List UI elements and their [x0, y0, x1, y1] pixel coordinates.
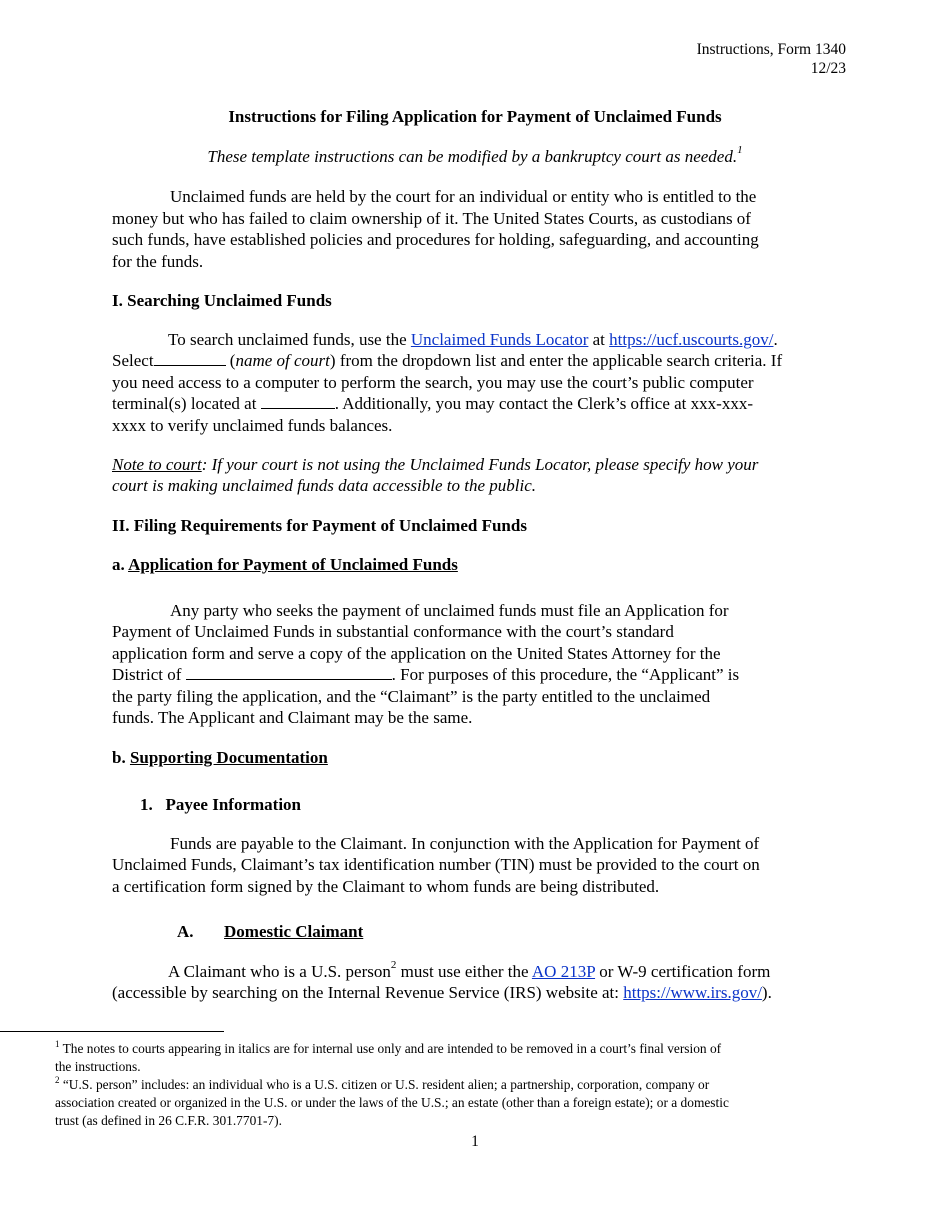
- domestic-paragraph-line: (accessible by searching on the Internal Revenue Service (IRS) website at: https://www.irs.gov/).: [112, 983, 772, 1002]
- application-paragraph-line: Payment of Unclaimed Funds in substantial conformance with the court’s standard: [112, 622, 674, 641]
- application-paragraph-line: application form and serve a copy of the application on the United States Attorney for the: [112, 644, 721, 663]
- intro-line: Unclaimed funds are held by the court for an individual or entity who is entitled to the: [170, 187, 757, 206]
- form-id: Instructions, Form 1340: [696, 41, 846, 58]
- note-to-court: Note to court: If your court is not using the Unclaimed Funds Locator, please specify how your: [112, 455, 759, 474]
- section-2-heading: II. Filing Requirements for Payment of Unclaimed Funds: [112, 516, 527, 535]
- domestic-claimant-label: A.: [177, 922, 194, 941]
- payee-paragraph-line: Unclaimed Funds, Claimant’s tax identification number (TIN) must be provided to the court on: [112, 855, 760, 874]
- footnote-2: trust (as defined in 26 C.F.R. 301.7701-7).: [55, 1113, 282, 1128]
- footnote-ref-1[interactable]: 1: [737, 144, 743, 157]
- search-paragraph-line: terminal(s) located at . Additionally, you may contact the Clerk’s office at xxx-xxx-: [112, 394, 753, 413]
- search-paragraph-line: xxxx to verify unclaimed funds balances.: [112, 416, 393, 435]
- intro-line: such funds, have established policies and procedures for holding, safeguarding, and accounting: [112, 230, 759, 249]
- section-1-heading: I. Searching Unclaimed Funds: [112, 291, 332, 310]
- application-paragraph-line: District of . For purposes of this procedure, the “Applicant” is: [112, 665, 740, 684]
- form-date: 12/23: [810, 60, 846, 77]
- footnote-1: $^1$ The notes to courts appearing in italics are for internal use only and are intended to be removed in a court’s final version of: [55, 1038, 722, 1056]
- unclaimed-funds-locator-link[interactable]: Unclaimed Funds Locator: [410, 330, 589, 349]
- district-blank[interactable]: [186, 664, 392, 680]
- note-to-court: court is making unclaimed funds data accessible to the public.: [112, 476, 536, 495]
- application-paragraph-line: the party filing the application, and the “Claimant” is the party entitled to the unclaimed: [112, 687, 711, 706]
- intro-line: money but who has failed to claim ownership of it. The United States Courts, as custodians of: [112, 209, 751, 228]
- search-paragraph-line: you need access to a computer to perform the search, you may use the court’s public computer: [112, 373, 754, 392]
- footnote-separator: [0, 1031, 224, 1032]
- ucf-url-link[interactable]: https://ucf.uscourts.gov/: [609, 330, 774, 349]
- application-paragraph-line: Any party who seeks the payment of unclaimed funds must file an Application for: [170, 601, 729, 620]
- page-title: Instructions for Filing Application for Payment of Unclaimed Funds: [228, 107, 722, 126]
- irs-url-link[interactable]: https://www.irs.gov/: [623, 983, 762, 1002]
- page-number: 1: [471, 1133, 479, 1150]
- domestic-paragraph-line: A Claimant who is a U.S. person$^2$ must use either the AO 213P or W-9 certification form: [168, 959, 771, 981]
- ao-213p-link[interactable]: AO 213P: [531, 962, 596, 981]
- payee-paragraph-line: a certification form signed by the Claimant to whom funds are being distributed.: [112, 877, 660, 896]
- footnote-2: $^2$ “U.S. person” includes: an individual who is a U.S. citizen or U.S. resident alien; a partnership, corporation, company or: [55, 1074, 710, 1092]
- terminal-location-blank[interactable]: [261, 394, 335, 409]
- search-paragraph-line: To search unclaimed funds, use the Unclaimed Funds Locator at https://ucf.uscourts.gov/.: [168, 330, 778, 349]
- court-name-blank[interactable]: [154, 351, 226, 366]
- payee-information-heading: 1. Payee Information: [140, 795, 302, 814]
- subsection-a-heading: a. Application for Payment of Unclaimed Funds: [112, 555, 458, 574]
- application-paragraph-line: funds. The Applicant and Claimant may be the same.: [112, 708, 473, 727]
- footnote-2: association created or organized in the U.S. or under the laws of the U.S.; an estate (other than a foreign estate); or a domestic: [55, 1095, 729, 1110]
- intro-line: for the funds.: [112, 252, 204, 271]
- payee-paragraph-line: Funds are payable to the Claimant. In conjunction with the Application for Payment of: [170, 834, 760, 853]
- search-paragraph-line: Select (name of court) from the dropdown list and enter the applicable search criteria. If: [112, 351, 783, 370]
- subsection-b-heading: b. Supporting Documentation: [112, 748, 328, 767]
- domestic-claimant-heading: Domestic Claimant: [224, 922, 364, 941]
- footnote-ref-2[interactable]: 2: [390, 959, 397, 972]
- subtitle: These template instructions can be modified by a bankruptcy court as needed.$^1$: [207, 144, 743, 166]
- footnote-1: the instructions.: [55, 1059, 141, 1074]
